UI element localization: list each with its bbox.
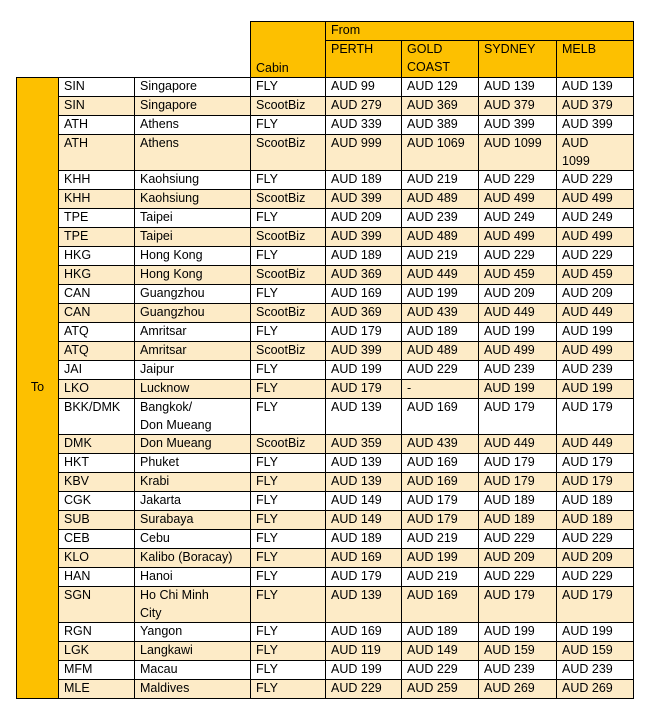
- price-perth: AUD 399: [326, 228, 402, 247]
- price-perth: AUD 199: [326, 361, 402, 380]
- code-cell: KHH: [59, 190, 135, 209]
- table-row: [17, 304, 634, 323]
- cabin-cell: ScootBiz: [251, 266, 326, 285]
- city-cell: Singapore: [135, 97, 251, 116]
- price-melb: AUD 499: [557, 342, 634, 361]
- price-melb: AUD 249: [557, 209, 634, 228]
- price-melb: AUD 449: [557, 435, 634, 454]
- cabin-cell: FLY: [251, 680, 326, 699]
- price-melb: AUD 179: [557, 454, 634, 473]
- price-sydney: AUD 199: [479, 623, 557, 642]
- table-row: [17, 285, 634, 304]
- price-gold-coast: AUD 169: [402, 454, 479, 473]
- cabin-cell: ScootBiz: [251, 342, 326, 361]
- price-gold-coast: AUD 199: [402, 285, 479, 304]
- cabin-cell: FLY: [251, 361, 326, 380]
- price-gold-coast: AUD 489: [402, 190, 479, 209]
- code-cell: CGK: [59, 492, 135, 511]
- price-perth: AUD 189: [326, 530, 402, 549]
- city-cell: Don Mueang: [135, 435, 251, 454]
- cabin-cell: ScootBiz: [251, 190, 326, 209]
- city-cell: Athens: [135, 135, 251, 171]
- code-cell: JAI: [59, 361, 135, 380]
- code-cell: SGN: [59, 587, 135, 623]
- cabin-cell: FLY: [251, 78, 326, 97]
- price-gold-coast: AUD 179: [402, 511, 479, 530]
- city-cell: Kaohsiung: [135, 190, 251, 209]
- cabin-cell: FLY: [251, 399, 326, 435]
- price-melb: AUD 189: [557, 492, 634, 511]
- price-perth: AUD 149: [326, 511, 402, 530]
- table-row: [17, 228, 634, 247]
- price-melb: AUD 449: [557, 304, 634, 323]
- price-sydney: AUD 269: [479, 680, 557, 699]
- cabin-header: Cabin: [251, 22, 326, 78]
- table-row: [17, 361, 634, 380]
- to-label: To: [17, 78, 59, 699]
- table-row: [17, 511, 634, 530]
- city-cell: Singapore: [135, 78, 251, 97]
- price-melb: AUD 199: [557, 623, 634, 642]
- price-gold-coast: AUD 179: [402, 492, 479, 511]
- price-sydney: AUD 239: [479, 361, 557, 380]
- price-sydney: AUD 189: [479, 511, 557, 530]
- table-row: [17, 549, 634, 568]
- city-cell: Jaipur: [135, 361, 251, 380]
- price-gold-coast: AUD 439: [402, 435, 479, 454]
- price-perth: AUD 359: [326, 435, 402, 454]
- cabin-cell: ScootBiz: [251, 97, 326, 116]
- code-cell: RGN: [59, 623, 135, 642]
- table-row: [17, 209, 634, 228]
- city-cell: Jakarta: [135, 492, 251, 511]
- price-perth: AUD 99: [326, 78, 402, 97]
- code-cell: BKK/DMK: [59, 399, 135, 435]
- price-sydney: AUD 209: [479, 549, 557, 568]
- cabin-cell: FLY: [251, 530, 326, 549]
- code-cell: ATQ: [59, 323, 135, 342]
- cabin-cell: FLY: [251, 587, 326, 623]
- table-row: [17, 171, 634, 190]
- city-cell: Taipei: [135, 209, 251, 228]
- code-cell: LKO: [59, 380, 135, 399]
- code-cell: KHH: [59, 171, 135, 190]
- city-cell: Kaohsiung: [135, 171, 251, 190]
- price-perth: AUD 199: [326, 661, 402, 680]
- city-cell: Hong Kong: [135, 247, 251, 266]
- city-cell: Guangzhou: [135, 304, 251, 323]
- city-cell: Hanoi: [135, 568, 251, 587]
- table-row: [17, 78, 634, 97]
- city-cell: Athens: [135, 116, 251, 135]
- price-perth: AUD 119: [326, 642, 402, 661]
- cabin-cell: FLY: [251, 642, 326, 661]
- code-cell: SUB: [59, 511, 135, 530]
- price-perth: AUD 179: [326, 380, 402, 399]
- price-gold-coast: AUD 489: [402, 342, 479, 361]
- city-cell: Amritsar: [135, 342, 251, 361]
- table-row: [17, 680, 634, 699]
- price-melb: AUD 139: [557, 78, 634, 97]
- city-cell: Krabi: [135, 473, 251, 492]
- table-row: [17, 473, 634, 492]
- price-melb: AUD 229: [557, 171, 634, 190]
- price-sydney: AUD 229: [479, 568, 557, 587]
- price-perth: AUD 169: [326, 285, 402, 304]
- price-gold-coast: AUD 189: [402, 623, 479, 642]
- cabin-cell: FLY: [251, 116, 326, 135]
- price-melb: AUD 399: [557, 116, 634, 135]
- price-sydney: AUD 229: [479, 247, 557, 266]
- code-cell: MLE: [59, 680, 135, 699]
- price-melb: AUD 179: [557, 587, 634, 623]
- code-cell: HKT: [59, 454, 135, 473]
- price-sydney: AUD 239: [479, 661, 557, 680]
- price-gold-coast: AUD 439: [402, 304, 479, 323]
- price-gold-coast: AUD 129: [402, 78, 479, 97]
- price-melb: AUD 179: [557, 473, 634, 492]
- code-cell: ATH: [59, 116, 135, 135]
- cabin-cell: FLY: [251, 247, 326, 266]
- code-cell: ATH: [59, 135, 135, 171]
- price-melb: AUD 229: [557, 530, 634, 549]
- city-cell: Kalibo (Boracay): [135, 549, 251, 568]
- price-perth: AUD 139: [326, 454, 402, 473]
- city-cell: Yangon: [135, 623, 251, 642]
- price-gold-coast: AUD 449: [402, 266, 479, 285]
- price-gold-coast: AUD 219: [402, 530, 479, 549]
- price-gold-coast: AUD 169: [402, 587, 479, 623]
- code-cell: SIN: [59, 78, 135, 97]
- table-row: [17, 492, 634, 511]
- code-cell: KBV: [59, 473, 135, 492]
- price-sydney: AUD 229: [479, 530, 557, 549]
- code-cell: SIN: [59, 97, 135, 116]
- code-cell: HKG: [59, 247, 135, 266]
- table-row: [17, 380, 634, 399]
- city-cell: Lucknow: [135, 380, 251, 399]
- price-sydney: AUD 499: [479, 228, 557, 247]
- price-sydney: AUD 229: [479, 171, 557, 190]
- price-sydney: AUD 449: [479, 304, 557, 323]
- price-gold-coast: AUD 219: [402, 247, 479, 266]
- price-gold-coast: AUD 229: [402, 661, 479, 680]
- city-cell: Ho Chi Minh City: [135, 587, 251, 623]
- price-gold-coast: AUD 1069: [402, 135, 479, 171]
- price-gold-coast: AUD 489: [402, 228, 479, 247]
- price-sydney: AUD 139: [479, 78, 557, 97]
- price-sydney: AUD 449: [479, 435, 557, 454]
- code-cell: CEB: [59, 530, 135, 549]
- price-gold-coast: AUD 199: [402, 549, 479, 568]
- price-melb: AUD 229: [557, 247, 634, 266]
- price-gold-coast: AUD 259: [402, 680, 479, 699]
- price-gold-coast: AUD 169: [402, 399, 479, 435]
- cabin-cell: FLY: [251, 623, 326, 642]
- price-perth: AUD 339: [326, 116, 402, 135]
- table-row: [17, 135, 634, 171]
- price-sydney: AUD 249: [479, 209, 557, 228]
- cabin-cell: ScootBiz: [251, 435, 326, 454]
- table-row: [17, 661, 634, 680]
- city-cell: Hong Kong: [135, 266, 251, 285]
- code-cell: LGK: [59, 642, 135, 661]
- price-gold-coast: AUD 389: [402, 116, 479, 135]
- cabin-cell: FLY: [251, 171, 326, 190]
- city-cell: Guangzhou: [135, 285, 251, 304]
- cabin-cell: FLY: [251, 549, 326, 568]
- code-cell: HKG: [59, 266, 135, 285]
- price-melb: AUD 379: [557, 97, 634, 116]
- price-gold-coast: AUD 149: [402, 642, 479, 661]
- city-cell: Bangkok/ Don Mueang: [135, 399, 251, 435]
- code-cell: MFM: [59, 661, 135, 680]
- city-cell: Surabaya: [135, 511, 251, 530]
- price-perth: AUD 149: [326, 492, 402, 511]
- price-melb: AUD 199: [557, 323, 634, 342]
- price-melb: AUD 239: [557, 661, 634, 680]
- table-row: [17, 435, 634, 454]
- price-perth: AUD 179: [326, 323, 402, 342]
- price-melb: AUD 239: [557, 361, 634, 380]
- price-perth: AUD 139: [326, 473, 402, 492]
- price-perth: AUD 189: [326, 171, 402, 190]
- price-melb: AUD 199: [557, 380, 634, 399]
- code-cell: TPE: [59, 209, 135, 228]
- code-cell: HAN: [59, 568, 135, 587]
- price-sydney: AUD 179: [479, 399, 557, 435]
- price-perth: AUD 369: [326, 304, 402, 323]
- price-melb: AUD 499: [557, 190, 634, 209]
- price-gold-coast: -: [402, 380, 479, 399]
- price-melb: AUD 269: [557, 680, 634, 699]
- cabin-cell: FLY: [251, 285, 326, 304]
- price-sydney: AUD 189: [479, 492, 557, 511]
- price-gold-coast: AUD 219: [402, 568, 479, 587]
- table-row: [17, 342, 634, 361]
- origin-header-perth: PERTH: [326, 41, 402, 78]
- table-row: [17, 623, 634, 642]
- city-cell: Taipei: [135, 228, 251, 247]
- cabin-cell: FLY: [251, 568, 326, 587]
- price-perth: AUD 179: [326, 568, 402, 587]
- origin-header-sydney: SYDNEY: [479, 41, 557, 78]
- price-melb: AUD 1099: [557, 135, 634, 171]
- price-melb: AUD 499: [557, 228, 634, 247]
- header-row-from: [17, 22, 634, 41]
- price-melb: AUD 229: [557, 568, 634, 587]
- cabin-cell: ScootBiz: [251, 135, 326, 171]
- table-row: [17, 454, 634, 473]
- origin-header-gold-coast: GOLD COAST: [402, 41, 479, 78]
- cabin-cell: FLY: [251, 492, 326, 511]
- table-row: [17, 587, 634, 623]
- price-melb: AUD 209: [557, 285, 634, 304]
- city-cell: Langkawi: [135, 642, 251, 661]
- cabin-cell: FLY: [251, 209, 326, 228]
- cabin-cell: FLY: [251, 323, 326, 342]
- price-gold-coast: AUD 219: [402, 171, 479, 190]
- table-row: [17, 247, 634, 266]
- price-sydney: AUD 399: [479, 116, 557, 135]
- price-sydney: AUD 179: [479, 587, 557, 623]
- price-perth: AUD 169: [326, 549, 402, 568]
- from-header: From: [326, 22, 634, 41]
- table-row: [17, 530, 634, 549]
- cabin-cell: FLY: [251, 473, 326, 492]
- cabin-cell: FLY: [251, 380, 326, 399]
- price-sydney: AUD 499: [479, 190, 557, 209]
- price-perth: AUD 169: [326, 623, 402, 642]
- price-sydney: AUD 379: [479, 97, 557, 116]
- fares-table: [16, 21, 634, 699]
- table-row: [17, 97, 634, 116]
- price-perth: AUD 399: [326, 190, 402, 209]
- code-cell: CAN: [59, 285, 135, 304]
- code-cell: ATQ: [59, 342, 135, 361]
- price-gold-coast: AUD 229: [402, 361, 479, 380]
- table-row: [17, 568, 634, 587]
- cabin-cell: ScootBiz: [251, 304, 326, 323]
- price-sydney: AUD 159: [479, 642, 557, 661]
- cabin-cell: FLY: [251, 661, 326, 680]
- price-perth: AUD 189: [326, 247, 402, 266]
- cabin-cell: FLY: [251, 454, 326, 473]
- table-row: [17, 642, 634, 661]
- price-perth: AUD 279: [326, 97, 402, 116]
- city-cell: Cebu: [135, 530, 251, 549]
- cabin-cell: ScootBiz: [251, 228, 326, 247]
- table-row: [17, 399, 634, 435]
- code-cell: TPE: [59, 228, 135, 247]
- price-melb: AUD 209: [557, 549, 634, 568]
- code-cell: DMK: [59, 435, 135, 454]
- code-cell: KLO: [59, 549, 135, 568]
- table-row: [17, 266, 634, 285]
- city-cell: Phuket: [135, 454, 251, 473]
- price-gold-coast: AUD 169: [402, 473, 479, 492]
- price-perth: AUD 209: [326, 209, 402, 228]
- price-sydney: AUD 179: [479, 473, 557, 492]
- price-melb: AUD 179: [557, 399, 634, 435]
- price-gold-coast: AUD 239: [402, 209, 479, 228]
- price-sydney: AUD 499: [479, 342, 557, 361]
- price-perth: AUD 229: [326, 680, 402, 699]
- price-gold-coast: AUD 369: [402, 97, 479, 116]
- price-melb: AUD 189: [557, 511, 634, 530]
- price-melb: AUD 159: [557, 642, 634, 661]
- price-perth: AUD 139: [326, 587, 402, 623]
- price-perth: AUD 139: [326, 399, 402, 435]
- price-perth: AUD 399: [326, 342, 402, 361]
- cabin-cell: FLY: [251, 511, 326, 530]
- table-row: [17, 323, 634, 342]
- price-sydney: AUD 199: [479, 323, 557, 342]
- price-melb: AUD 459: [557, 266, 634, 285]
- price-sydney: AUD 179: [479, 454, 557, 473]
- price-sydney: AUD 1099: [479, 135, 557, 171]
- price-perth: AUD 369: [326, 266, 402, 285]
- city-cell: Maldives: [135, 680, 251, 699]
- price-gold-coast: AUD 189: [402, 323, 479, 342]
- price-sydney: AUD 459: [479, 266, 557, 285]
- table-row: [17, 190, 634, 209]
- price-sydney: AUD 209: [479, 285, 557, 304]
- origin-header-melb: MELB: [557, 41, 634, 78]
- city-cell: Macau: [135, 661, 251, 680]
- price-perth: AUD 999: [326, 135, 402, 171]
- code-cell: CAN: [59, 304, 135, 323]
- city-cell: Amritsar: [135, 323, 251, 342]
- table-row: [17, 116, 634, 135]
- price-sydney: AUD 199: [479, 380, 557, 399]
